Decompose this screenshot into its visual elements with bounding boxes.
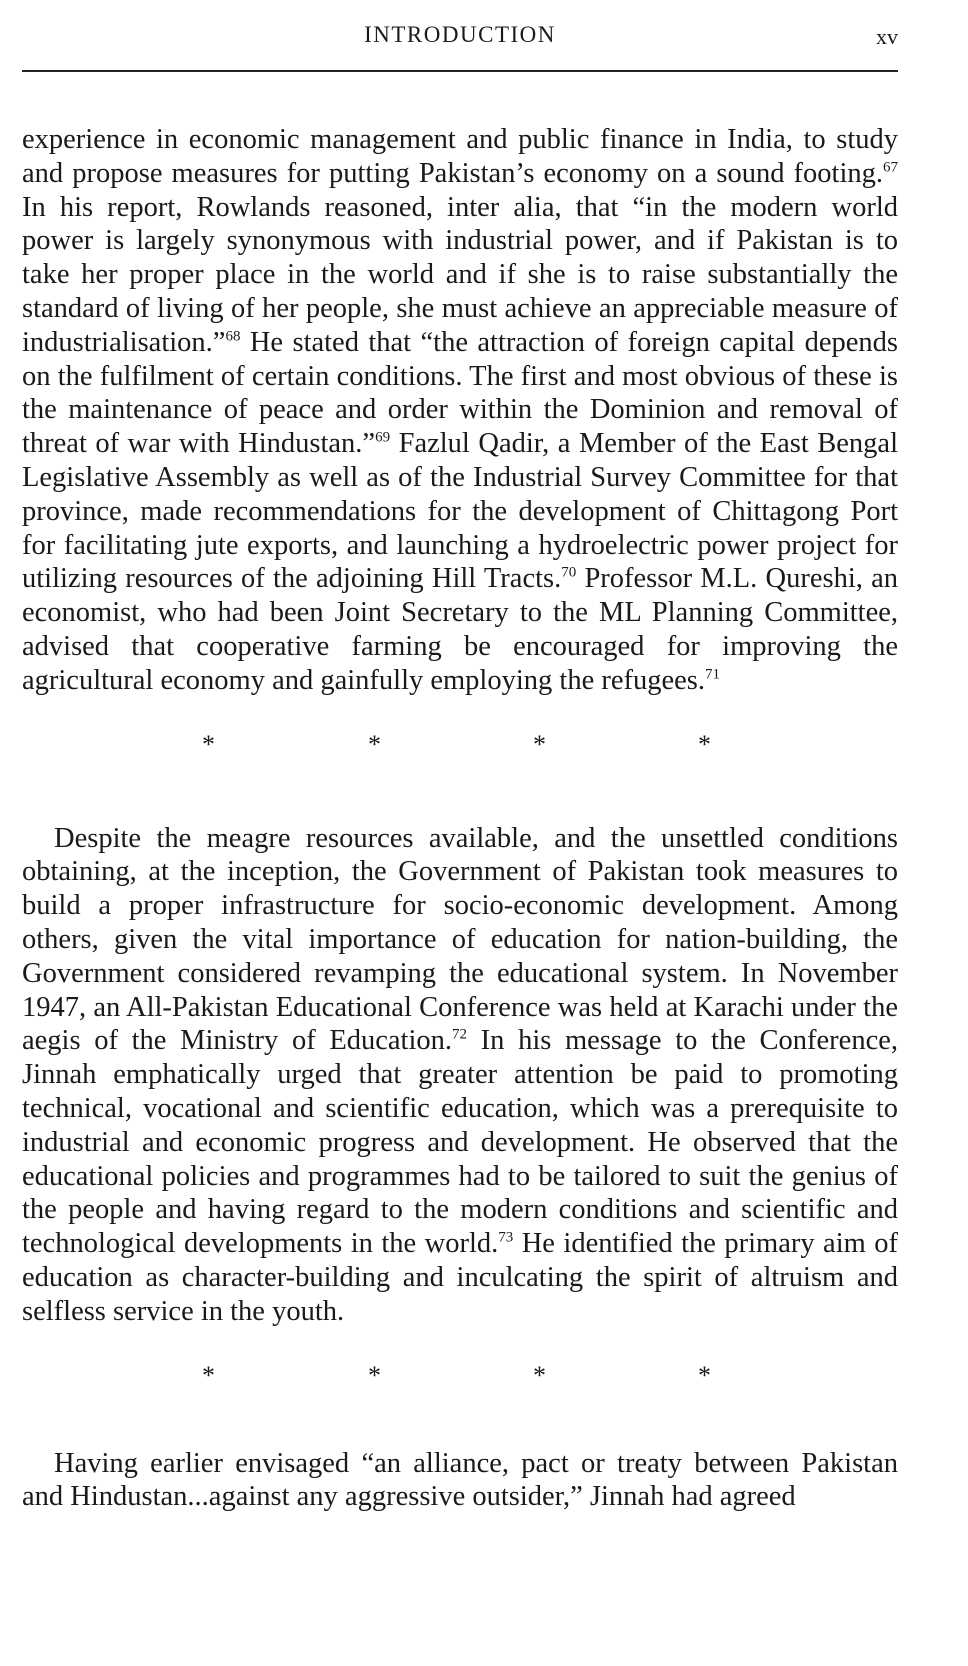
paragraph-1-text: Fazlul Qadir, a Member of the East Bengal Legislative Assembly as well as of the Industrial Survey Committee for that province, made recommendations for the development of Chittagong Port for facilitating jute exports, and launching a hydroelectric power project for utilizing resources of the adjoining Hill Tracts. [22, 428, 898, 595]
footnote-ref-73[interactable]: 73 [498, 1229, 514, 1246]
footnote-ref-68[interactable]: 68 [225, 328, 241, 345]
asterisk-mark: * [202, 1360, 215, 1390]
paragraph-1-text: Professor M.L. Qureshi, an economist, who had been Joint Secretary to the ML Planning Committee, advised that cooperative farming be encouraged for improving the agricultural economy and gainfully employing the refugees. [22, 563, 898, 696]
asterisk-mark: * [533, 729, 546, 759]
section-separator [22, 698, 898, 822]
header-rule [22, 70, 898, 72]
paragraph-2-text: Despite the meagre resources available, and the unsettled conditions obtaining, at the inception, the Government of Pakistan took measures to build a proper infrastructure for socio-economic development. Among others, given the vital importance of education for nation-building, the Government considered revamping the educational system. In November 1947, an All-Pakistan Educational Conference was held at Karachi under the aegis of the Ministry of Education. [22, 822, 898, 1057]
footnote-ref-70[interactable]: 70 [561, 564, 577, 581]
asterisk-mark: * [698, 1360, 711, 1390]
asterisk-mark: * [368, 1360, 381, 1390]
body-text [22, 123, 898, 1514]
footnote-ref-71[interactable]: 71 [704, 666, 720, 683]
paragraph-1 [22, 123, 898, 698]
paragraph-2-text: In his message to the Conference, Jinnah emphatically urged that greater attention be paid to promoting technical, vocational and scientific education, which was a prerequisite to industrial and economic progress and development. He observed that the educational policies and programmes had to be tailored to suit the genius of the people and having regard to the modern conditions and scientific and technological developments in the world. [22, 1025, 898, 1260]
asterisk-mark: * [368, 729, 381, 759]
running-head [22, 22, 898, 54]
asterisk-mark: * [698, 729, 711, 759]
paragraph-1-text: experience in economic management and public finance in India, to study and propose measures for putting Pakistan’s economy on a sound footing. [22, 124, 898, 189]
paragraph-1-text: In his report, Rowlands reasoned, inter alia, that “in the modern world power is largely synonymous with industrial power, and if Pakistan is to take her proper place in the world and if she is to raise substantially the standard of living of her people, she must achieve an appreciable measure of industrialisation.” [22, 191, 898, 358]
paragraph-1-text: He stated that “the attraction of foreign capital depends on the fulfilment of certain conditions. The first and most obvious of these is the maintenance of peace and order within the Dominion and removal of threat of war with Hindustan.” [22, 326, 898, 460]
page-number: xv [876, 24, 898, 49]
running-title: INTRODUCTION [364, 22, 556, 47]
paragraph-2-text: He identified the primary aim of education as character-building and inculcating the spirit of altruism and selfless service in the youth. [22, 1228, 898, 1327]
section-separator [22, 1329, 898, 1447]
footnote-ref-72[interactable]: 72 [452, 1026, 468, 1043]
asterisk-mark: * [202, 729, 215, 759]
asterisk-mark: * [533, 1360, 546, 1390]
paragraph-3: Having earlier envisaged “an alliance, pact or treaty between Pakistan and Hindustan...against any aggressive outsider,” Jinnah had agreed [22, 1447, 898, 1513]
footnote-ref-69[interactable]: 69 [375, 429, 391, 446]
paragraph-2 [22, 822, 898, 1329]
footnote-ref-67[interactable]: 67 [883, 159, 898, 176]
